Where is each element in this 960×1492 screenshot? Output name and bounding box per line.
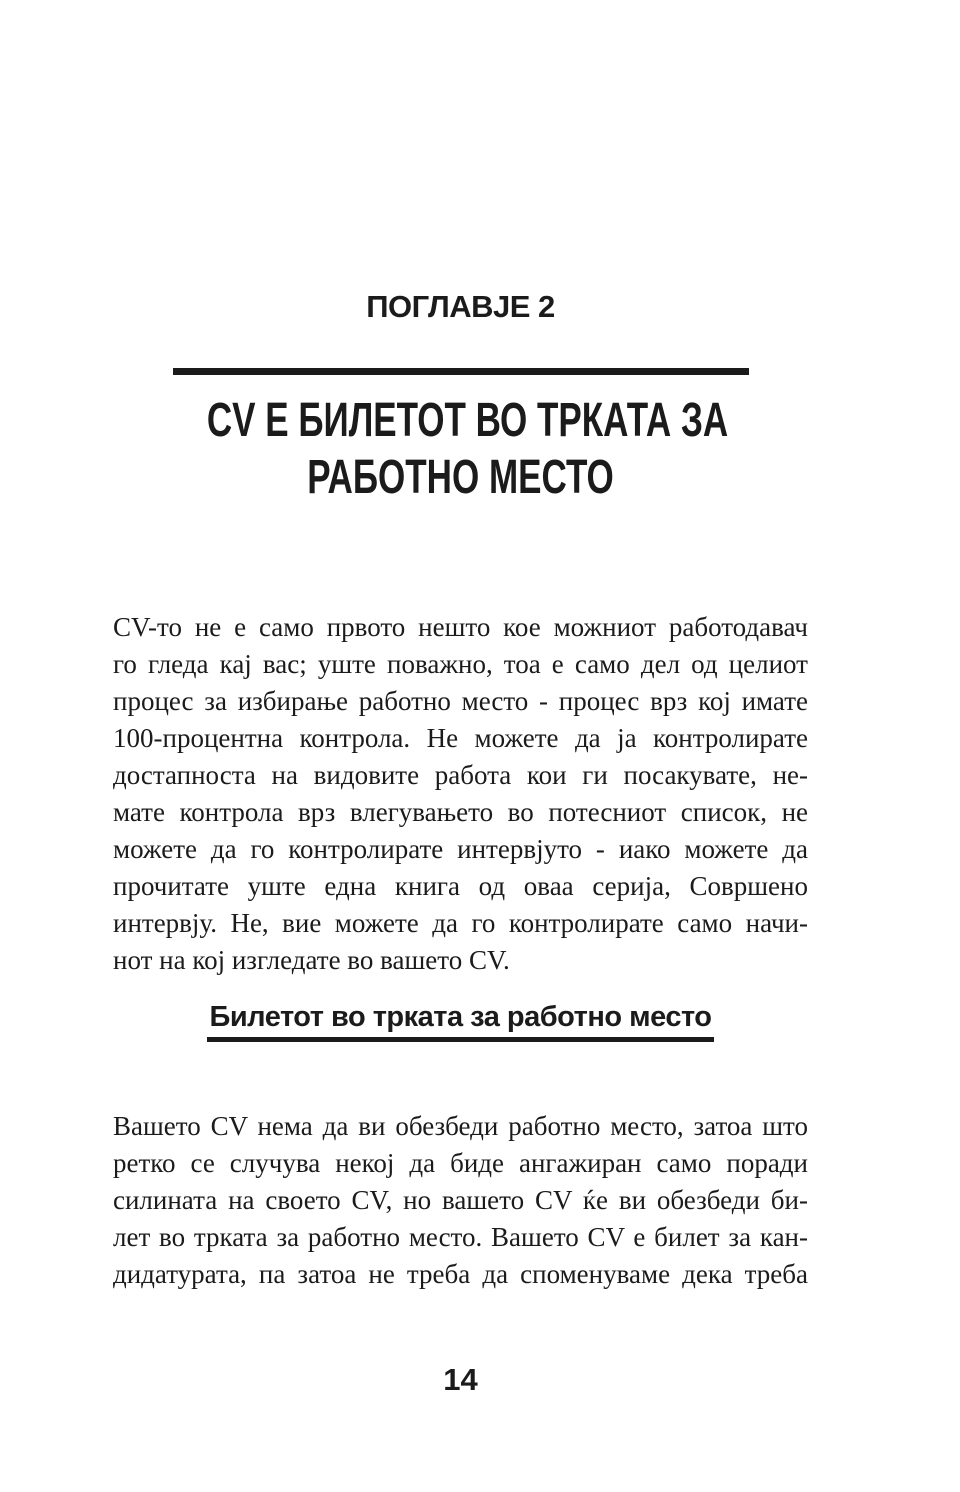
text-line: нот на кој изгледате во вашето CV. — [113, 945, 510, 975]
page-content — [113, 0, 808, 1397]
chapter-title-line-1: CV Е БИЛЕТОТ ВО ТРКАТА ЗА — [206, 394, 729, 447]
text-line: Вашето CV нема да ви обезбеди работно место, затоа што — [113, 1111, 808, 1141]
chapter-title-line-2: РАБОТНО МЕСТО — [307, 451, 614, 504]
text-line: лет во трката за работно место. Вашето CV е билет за кан- — [113, 1222, 808, 1252]
text-line: можете да го контролирате интервјуто - иако можете да — [113, 834, 808, 864]
chapter-divider-rule — [173, 368, 749, 375]
text-line: CV-то не е само првото нешто кое можниот работодавач — [113, 612, 808, 642]
text-line: мате контрола врз влегувањето во потесниот список, не — [113, 797, 808, 827]
text-line: процес за избирање работно место - процес врз кој имате — [113, 686, 808, 716]
page-number: 14 — [443, 1362, 478, 1397]
chapter-label: ПОГЛАВЈЕ 2 — [366, 289, 555, 324]
text-line: прочитате уште една книга од оваа серија, Совршено — [113, 871, 808, 901]
section-subheading-text: Билетот во трката за работно место — [207, 1001, 713, 1042]
text-line: достапноста на видовите работа кои ги посакувате, не- — [113, 760, 808, 790]
section-subheading — [113, 1001, 808, 1042]
text-line: 100-процентна контрола. Не можете да ја контролирате — [113, 723, 808, 753]
text-line: дидатурата, па затоа не треба да споменуваме дека треба — [113, 1259, 808, 1289]
intro-paragraph — [113, 609, 808, 979]
chapter-title — [206, 392, 729, 506]
text-line: силината на своето CV, но вашето CV ќе ви обезбеди би- — [113, 1185, 808, 1215]
text-line: ретко се случува некој да биде ангажиран само поради — [113, 1148, 808, 1178]
text-line: го гледа кај вас; уште поважно, тоа е само дел од целиот — [113, 649, 808, 679]
body-paragraph — [113, 1108, 808, 1293]
text-line: интервју. Не, вие можете да го контролирате само начи- — [113, 908, 808, 938]
